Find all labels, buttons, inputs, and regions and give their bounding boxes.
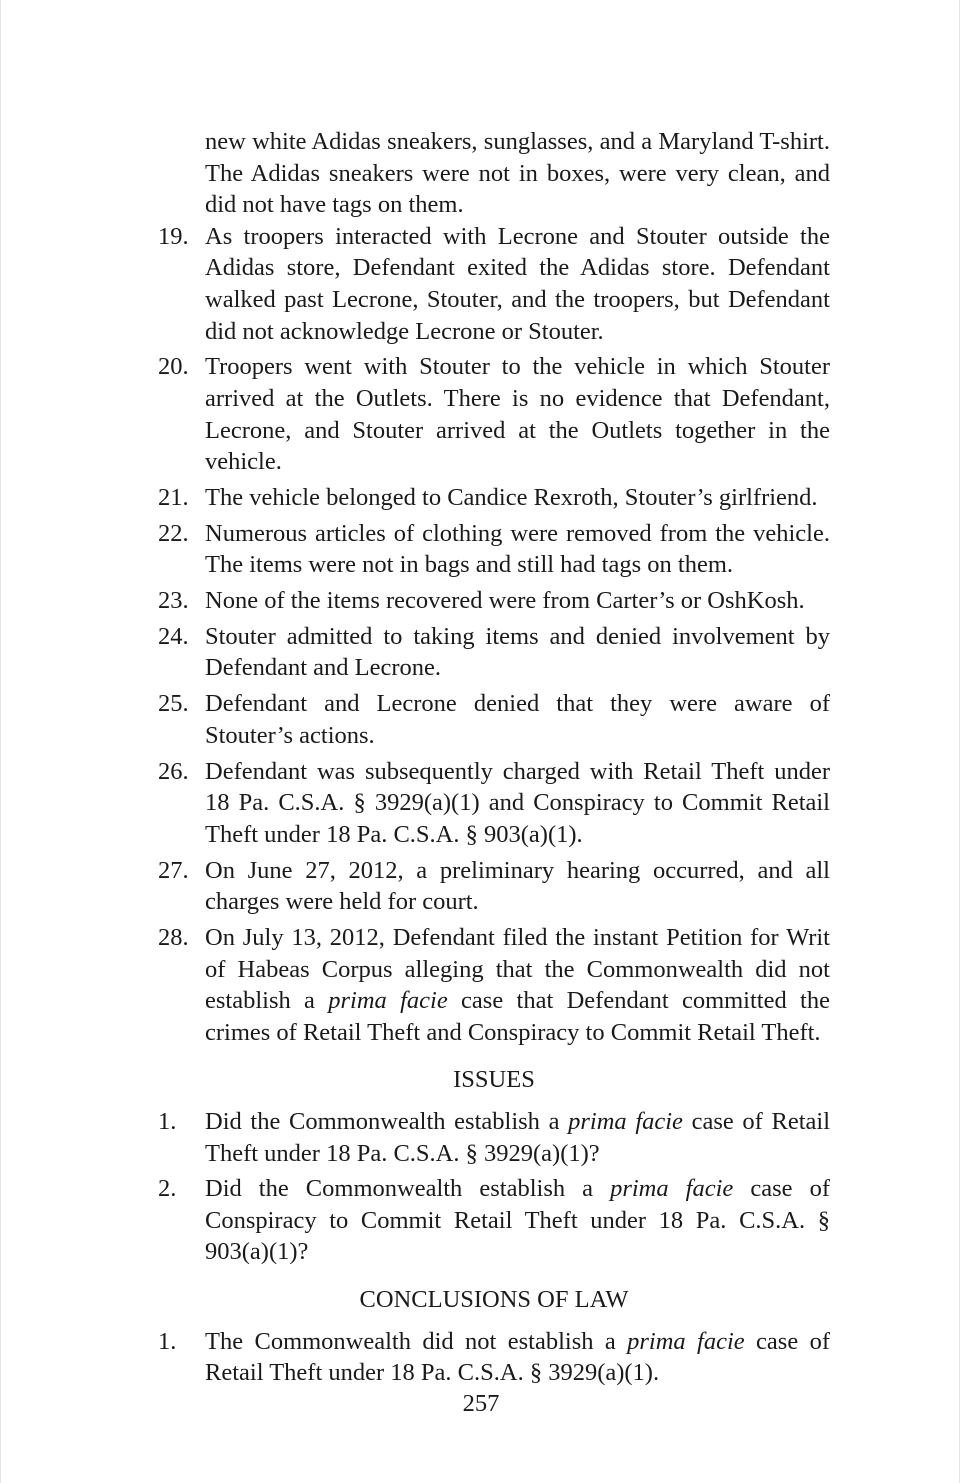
italic-term: prima facie	[568, 1107, 683, 1135]
italic-term: prima facie	[627, 1327, 745, 1355]
continued-paragraph: new white Adidas sneakers, sunglasses, and a Maryland T-shirt. The Adidas sneakers were not in boxes, were very clean, and did not have tags on them.	[205, 128, 830, 219]
page-number: 257	[462, 1390, 500, 1417]
text-run: The Commonwealth did not establish a	[205, 1327, 628, 1355]
text-run: case of Retail Theft under 18 Pa. C.S.A. § 3929(a)(1).	[205, 1327, 830, 1387]
finding-text	[205, 922, 830, 1048]
finding-number: 20.	[158, 353, 189, 381]
finding-text: Defendant and Lecrone denied that they were aware of Stouter’s actions.	[205, 690, 830, 749]
text-run: case of Retail Theft under 18 Pa. C.S.A. § 3929(a)(1)?	[205, 1107, 830, 1167]
finding-text: Defendant was subsequently charged with Retail Theft under 18 Pa. C.S.A. § 3929(a)(1) and Conspiracy to Commit Retail Theft under 18 Pa. C.S.A. § 903(a)(1).	[205, 757, 830, 848]
finding-text: On June 27, 2012, a preliminary hearing occurred, and all charges were held for court.	[205, 856, 830, 916]
text-run: case of Conspiracy to Commit Retail Theft under 18 Pa. C.S.A. § 903(a)(1)?	[205, 1175, 830, 1266]
finding-number: 24.	[158, 622, 189, 650]
finding-23	[158, 585, 830, 617]
issue-text	[205, 1106, 830, 1169]
finding-text: The vehicle belonged to Candice Rexroth, Stouter’s girlfriend.	[205, 483, 818, 511]
finding-28	[158, 922, 830, 1048]
issue-text	[205, 1173, 830, 1268]
finding-text: None of the items recovered were from Carter’s or OshKosh.	[205, 587, 805, 615]
finding-19	[158, 221, 830, 347]
finding-number: 28.	[158, 923, 189, 951]
finding-27	[158, 855, 830, 918]
italic-term: prima facie	[328, 987, 448, 1015]
finding-text: Stouter admitted to taking items and denied involvement by Defendant and Lecrone.	[205, 622, 830, 682]
text-run: Did the Commonwealth establish a	[205, 1107, 569, 1135]
finding-text: As troopers interacted with Lecrone and Stouter outside the Adidas store, Defendant exited the Adidas store. Defendant walked past Lecrone, Stouter, and the troopers, but Defendant did not acknowledge Lecrone or Stouter.	[205, 222, 830, 345]
conclusion-1	[158, 1326, 830, 1389]
issue-number: 1.	[158, 1107, 177, 1135]
finding-text: Troopers went with Stouter to the vehicle in which Stouter arrived at the Outlets. There is no evidence that Defendant, Lecrone, and Stouter arrived at the Outlets together in the vehicle.	[205, 353, 830, 476]
conclusion-text	[205, 1326, 830, 1389]
text-run: case that Defendant committed the crimes of Retail Theft and Conspiracy to Commit Retail Theft.	[205, 987, 830, 1046]
finding-number: 22.	[158, 519, 189, 547]
finding-number: 26.	[158, 757, 189, 785]
issue-1	[158, 1106, 830, 1169]
finding-25	[158, 688, 830, 751]
finding-26	[158, 756, 830, 851]
finding-text: Numerous articles of clothing were removed from the vehicle. The items were not in bags and still had tags on them.	[205, 519, 830, 579]
conclusions-heading: CONCLUSIONS OF LAW	[359, 1286, 629, 1314]
issue-number: 2.	[158, 1175, 177, 1203]
finding-number: 21.	[158, 483, 189, 511]
issues-heading: ISSUES	[453, 1066, 535, 1094]
issue-2	[158, 1173, 830, 1268]
finding-24	[158, 621, 830, 684]
conclusion-number: 1.	[158, 1327, 177, 1355]
finding-22	[158, 518, 830, 581]
finding-number: 27.	[158, 856, 189, 884]
text-run: Did the Commonwealth establish a	[205, 1175, 611, 1203]
finding-number: 23.	[158, 587, 189, 615]
text-run: On July 13, 2012, Defendant filed the instant Petition for Writ of Habeas Corpus alleging that the Commonwealth did not establish a	[205, 923, 830, 1015]
italic-term: prima facie	[610, 1175, 734, 1203]
finding-number: 25.	[158, 690, 189, 718]
finding-20	[158, 351, 830, 477]
page-body	[158, 126, 830, 1393]
finding-number: 19.	[158, 222, 189, 250]
finding-21	[158, 482, 830, 514]
